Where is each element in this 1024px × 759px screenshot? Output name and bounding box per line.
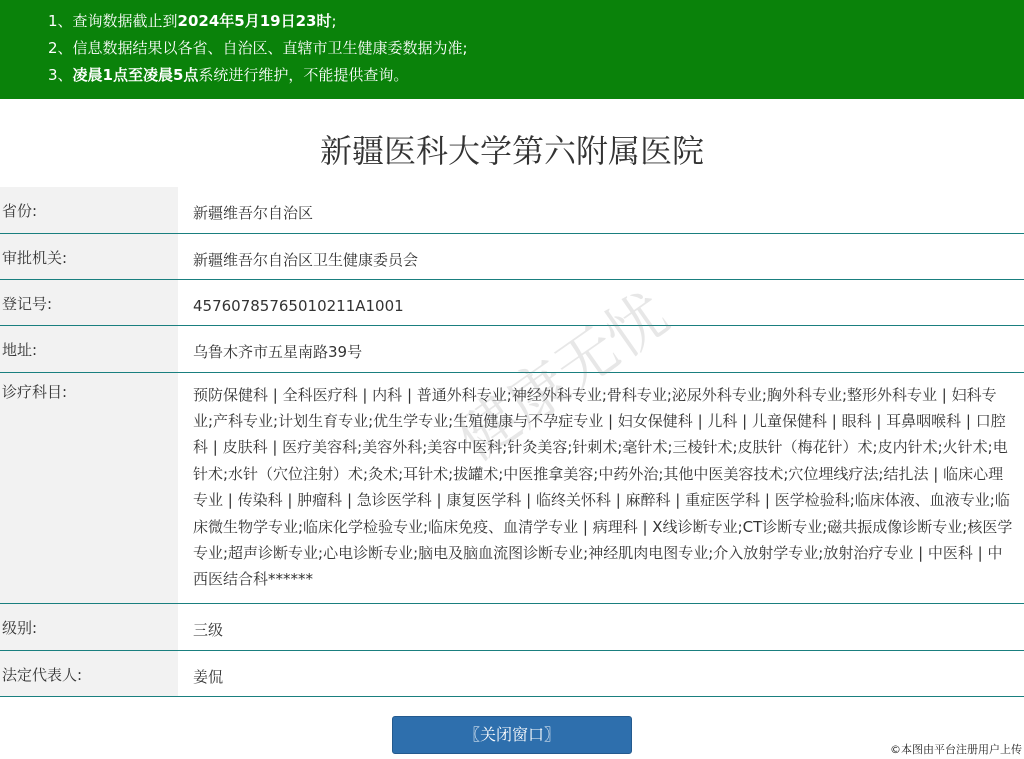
address-label: 地址: xyxy=(0,325,178,372)
departments-value xyxy=(178,372,1024,603)
notice-line-2: 2、信息数据结果以各省、自治区、直辖市卫生健康委数据为准; xyxy=(48,39,468,57)
legal-rep-value: 姜侃 xyxy=(193,667,224,686)
authority-value: 新疆维吾尔自治区卫生健康委员会 xyxy=(193,250,419,269)
reg-no-value: 45760785765010211A1001 xyxy=(193,296,404,315)
upload-credit: ©本图由平台注册用户上传 xyxy=(890,743,1022,756)
address-value: 乌鲁木齐市五星南路39号 xyxy=(193,342,363,361)
table-row-reg-no xyxy=(0,279,1024,325)
table-row-authority xyxy=(0,233,1024,279)
notice-banner xyxy=(0,0,1024,99)
table-row-address xyxy=(0,325,1024,372)
province-label: 省份: xyxy=(0,187,178,233)
level-value: 三级 xyxy=(193,620,224,639)
table-row-level xyxy=(0,603,1024,650)
notice-line-1: 1、查询数据截止到2024年5月19日23时; xyxy=(48,12,337,30)
table-row-legal-rep xyxy=(0,650,1024,696)
legal-rep-label: 法定代表人: xyxy=(0,650,178,696)
close-window-button[interactable]: 〖关闭窗口〗 xyxy=(392,716,632,754)
reg-no-label: 登记号: xyxy=(0,279,178,325)
departments-text: 预防保健科 | 全科医疗科 | 内科 | 普通外科专业;神经外科专业;骨科专业;泌尿外科专业;胸外科专业;整形外科专业 | 妇科专业;产科专业;计划生育专业;优生学专业;生殖健康与不孕症专业 | 妇女保健科 | 儿科 | 儿童保健科 | 眼科 | 耳鼻咽喉科 | 口腔科 | 皮肤科 | 医疗美容科;美容外科;美容中医科;针灸美容;针刺术;毫针术;三棱针术;皮肤针（梅花针）术;皮内针术;火针术;电针术;水针（穴位注射）术;灸术;耳针术;拔罐术;中医推拿美容;中药外治;其他中医美容技术;穴位埋线疗法;结扎法 | 临床心理专业 | 传染科 | 肿瘤科 | 急诊医学科 | 康复医学科 | 临终关怀科 | 麻醉科 | 重症医学科 | 医学检验科;临床体液、血液专业;临床微生物学专业;临床化学检验专业;临床免疫、血清学专业 | 病理科 | X线诊断专业;CT诊断专业;磁共振成像诊断专业;核医学专业;超声诊断专业;心电诊断专业;脑电及脑血流图诊断专业;神经肌肉电图专业;介入放射学专业;放射治疗专业 | 中医科 | 中西医结合科****** xyxy=(193,385,1013,589)
watermark: 健康无忧 xyxy=(444,279,682,475)
table-row-departments xyxy=(0,372,1024,603)
province-value: 新疆维吾尔自治区 xyxy=(193,204,314,222)
level-label: 级别: xyxy=(0,603,178,650)
hospital-info-table xyxy=(0,187,1024,697)
departments-label: 诊疗科目: xyxy=(0,372,178,603)
page-title: 新疆医科大学第六附属医院 xyxy=(319,132,704,170)
table-row-province xyxy=(0,187,1024,233)
authority-label: 审批机关: xyxy=(0,233,178,279)
notice-line-3: 3、凌晨1点至凌晨5点系统进行维护，不能提供查询。 xyxy=(48,66,409,84)
